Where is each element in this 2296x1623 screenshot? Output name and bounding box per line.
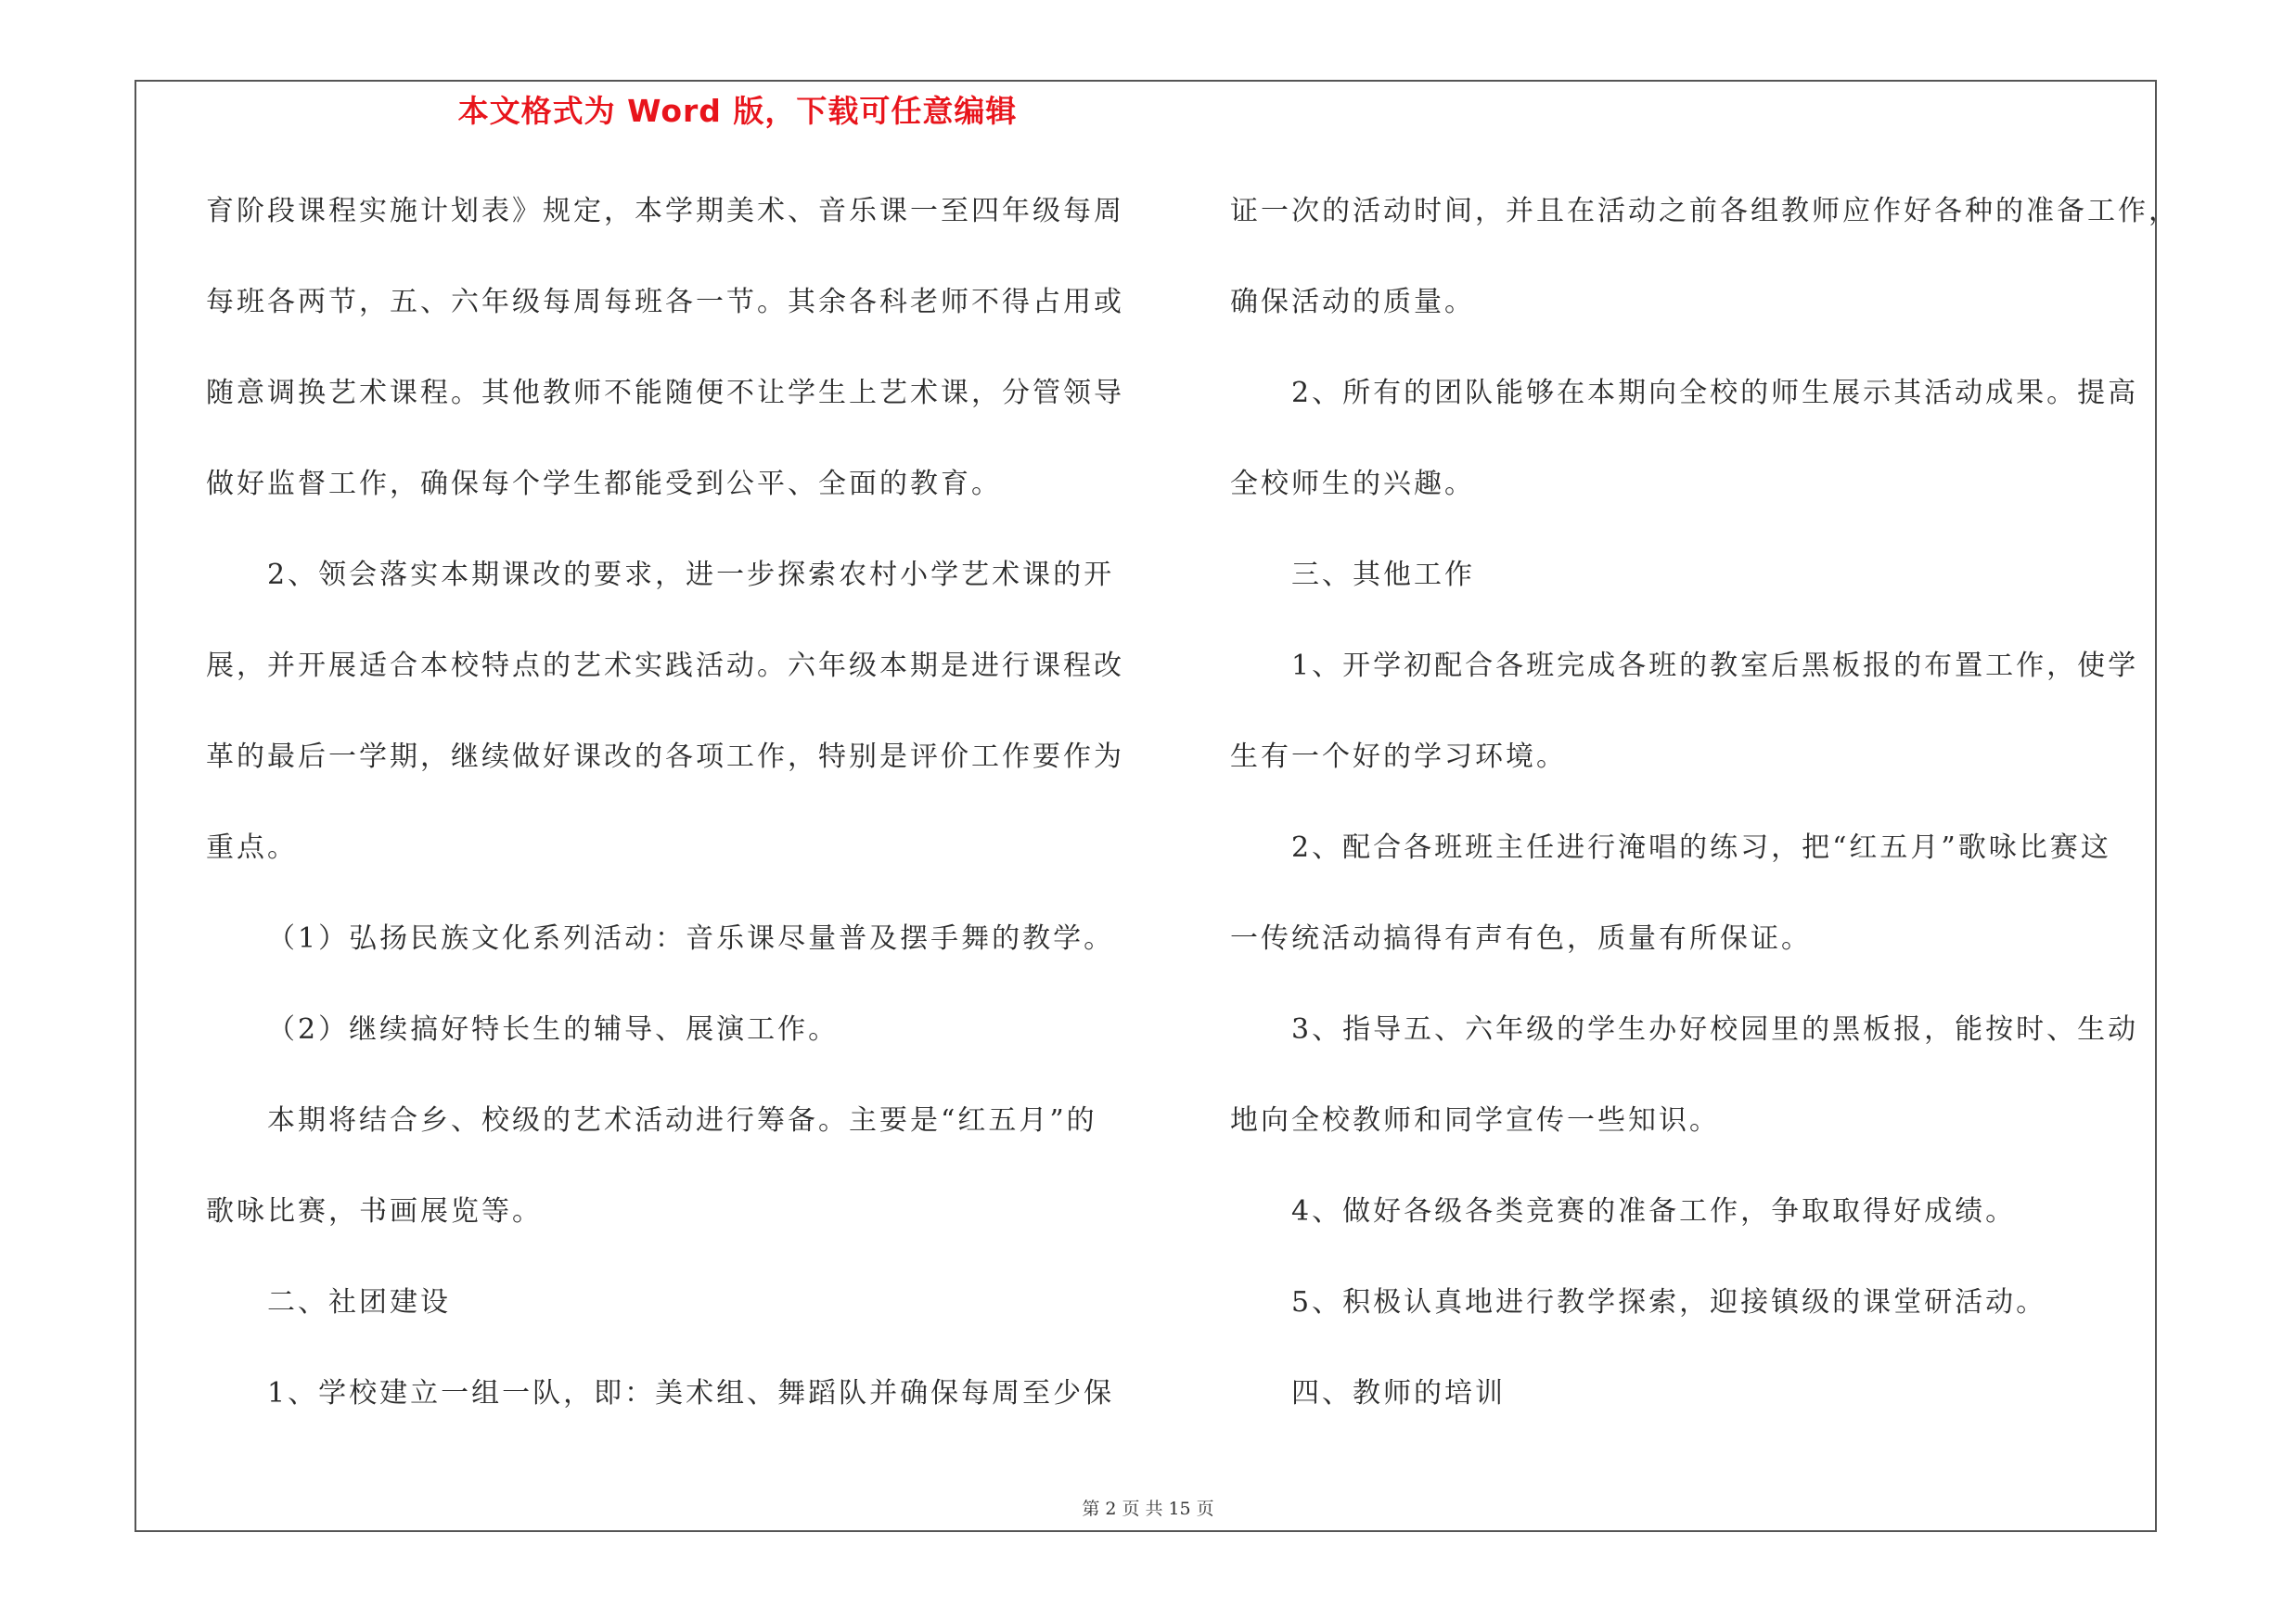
paragraph-line: 2、配合各班班主任进行淹唱的练习，把“红五月”歌咏比赛这 xyxy=(1291,831,2111,864)
page-footer xyxy=(0,1495,2296,1520)
paragraph-line: 地向全校教师和同学宣传一些知识。 xyxy=(1230,1104,1720,1137)
footer-current-page: 2 xyxy=(1105,1499,1117,1519)
paragraph-line: （2）继续搞好特长生的辅导、展演工作。 xyxy=(267,1013,840,1046)
section-heading: 二、社团建设 xyxy=(267,1286,451,1319)
paragraph-line: 做好监督工作，确保每个学生都能受到公平、全面的教育。 xyxy=(206,468,1002,500)
section-heading: 三、其他工作 xyxy=(1291,559,1475,591)
paragraph-line: 重点。 xyxy=(206,831,298,864)
paragraph-line: 本期将结合乡、校级的艺术活动进行筹备。主要是“红五月”的 xyxy=(267,1104,1097,1137)
paragraph-line: 5、积极认真地进行教学探索，迎接镇级的课堂研活动。 xyxy=(1291,1286,2047,1319)
paragraph-line: 证一次的活动时间，并且在活动之前各组教师应作好各种的准备工作， xyxy=(1230,195,2179,227)
footer-page-word: 页 xyxy=(1122,1499,1140,1519)
footer-prefix: 第 xyxy=(1082,1499,1100,1519)
paragraph-line: 1、开学初配合各班完成各班的教室后黑板报的布置工作，使学 xyxy=(1291,650,2139,682)
paragraph-line: 一传统活动搞得有声有色，质量有所保证。 xyxy=(1230,922,1812,955)
paragraph-line: 4、做好各级各类竞赛的准备工作，争取取得好成绩。 xyxy=(1291,1195,2017,1228)
paragraph-line: 每班各两节，五、六年级每周每班各一节。其余各科老师不得占用或 xyxy=(206,286,1124,318)
paragraph-line: （1）弘扬民族文化系列活动：音乐课尽量普及摆手舞的教学。 xyxy=(267,922,1115,955)
paragraph-line: 生有一个好的学习环境。 xyxy=(1230,741,1567,773)
paragraph-line: 育阶段课程实施计划表》规定，本学期美术、音乐课一至四年级每周 xyxy=(206,195,1124,227)
section-heading: 四、教师的培训 xyxy=(1291,1377,1506,1410)
paragraph-line: 2、所有的团队能够在本期向全校的师生展示其活动成果。提高 xyxy=(1291,377,2139,409)
paragraph-line: 全校师生的兴趣。 xyxy=(1230,468,1475,500)
paragraph-line: 随意调换艺术课程。其他教师不能随便不让学生上艺术课，分管领导 xyxy=(206,377,1124,409)
paragraph-line: 歌咏比赛，书画展览等。 xyxy=(206,1195,543,1228)
word-format-banner: 本文格式为 Word 版，下载可任意编辑 xyxy=(457,93,1018,129)
paragraph-line: 确保活动的质量。 xyxy=(1230,286,1475,318)
paragraph-line: 3、指导五、六年级的学生办好校园里的黑板报，能按时、生动 xyxy=(1291,1013,2139,1046)
footer-total-pages: 15 xyxy=(1168,1499,1191,1519)
paragraph-line: 展，并开展适合本校特点的艺术实践活动。六年级本期是进行课程改 xyxy=(206,650,1124,682)
paragraph-line: 革的最后一学期，继续做好课改的各项工作，特别是评价工作要作为 xyxy=(206,741,1124,773)
paragraph-line: 2、领会落实本期课改的要求，进一步探索农村小学艺术课的开 xyxy=(267,559,1115,591)
left-text-column xyxy=(206,186,1134,1459)
paragraph-line: 1、学校建立一组一队，即：美术组、舞蹈队并确保每周至少保 xyxy=(267,1377,1115,1410)
footer-total-word: 共 xyxy=(1145,1499,1163,1519)
right-text-column xyxy=(1230,186,2186,1459)
footer-suffix: 页 xyxy=(1196,1499,1214,1519)
